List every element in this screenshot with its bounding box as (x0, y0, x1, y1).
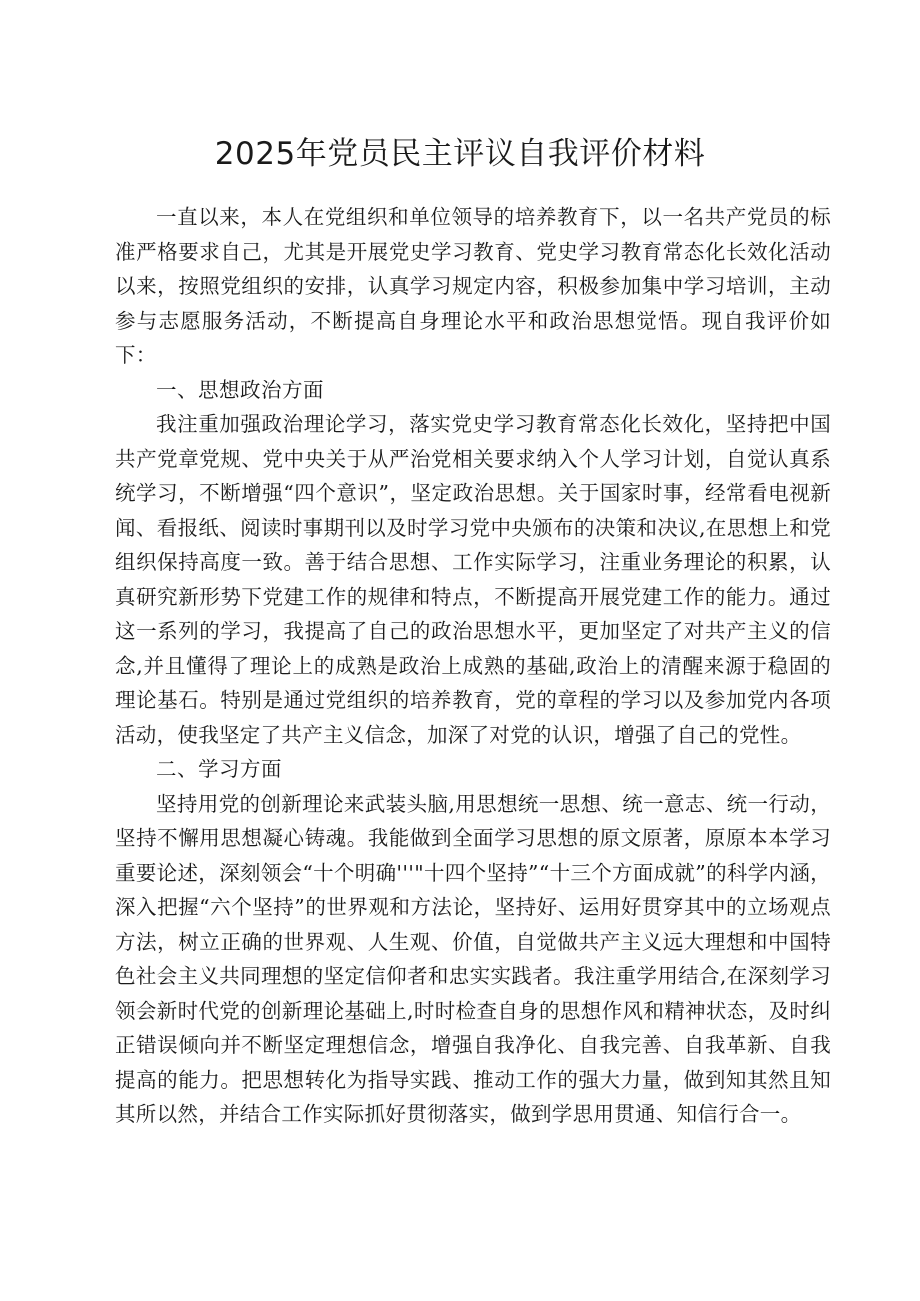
document-body (115, 200, 831, 1132)
section-heading-ideology: 一、思想政治方面 (156, 377, 324, 402)
section-heading-study: 二、学习方面 (156, 757, 282, 781)
section-paragraph-study: 坚持用党的创新理论来武装头脑,用思想统一思想、统一意志、统一行动，坚持不懈用思想凝心铸魂。我能做到全面学习思想的原文原著，原原本本学习重要论述，深刻领会“十个明确'''"十四个坚持”“十三个方面成就”的科学内涵，深入把握“六个坚持”的世界观和方法论，坚持好、运用好贯穿其中的立场观点方法，树立正确的世界观、人生观、价值，自觉做共产主义远大理想和中国特色社会主义共同理想的坚定信仰者和忠实实践者。我注重学用结合,在深刻学习领会新时代党的创新理论基础上,时时检查自身的思想作风和精神状态，及时纠正错误倾向并不断坚定理想信念，增强自我净化、自我完善、自我革新、自我提高的能力。把思想转化为指导实践、推动工作的强大力量，做到知其然且知其所以然，并结合工作实际抓好贯彻落实，做到学思用贯通、知信行合一。 (115, 791, 831, 1126)
document-title: 2025年党员民主评议自我评价材料 (214, 136, 706, 172)
intro-paragraph: 一直以来，本人在党组织和单位领导的培养教育下，以一名共产党员的标准严格要求自己，尤其是开展党史学习教育、党史学习教育常态化长效化活动以来，按照党组织的安排，认真学习规定内容，积极参加集中学习培训，主动参与志愿服务活动，不断提高自身理论水平和政治思想觉悟。现自我评价如下： (115, 205, 831, 367)
section-paragraph-ideology: 我注重加强政治理论学习，落实党史学习教育常态化长效化，坚持把中国共产党章党规、党中央关于从严治党相关要求纳入个人学习计划，自觉认真系统学习，不断增强“四个意识”，坚定政治思想。关于国家时事，经常看电视新闻、看报纸、阅读时事期刊以及时学习党中央颁布的决策和决议,在思想上和党组织保持高度一致。善于结合思想、工作实际学习，注重业务理论的积累，认真研究新形势下党建工作的规律和特点，不断提高开展党建工作的能力。通过这一系列的学习，我提高了自己的政治思想水平，更加坚定了对共产主义的信念,并且懂得了理论上的成熟是政治上成熟的基础,政治上的清醒来源于稳固的理论基石。特别是通过党组织的培养教育，党的章程的学习以及参加党内各项活动，使我坚定了共产主义信念，加深了对党的认识，增强了自己的党性。 (115, 412, 831, 747)
